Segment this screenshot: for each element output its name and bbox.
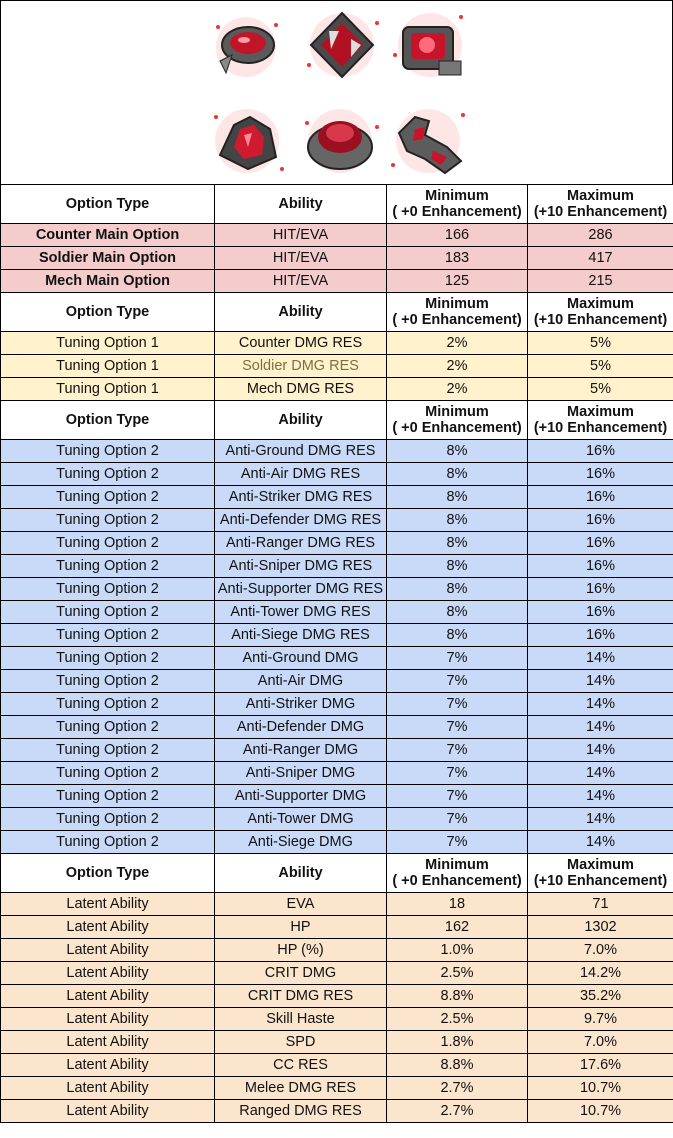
cell-min: 2.5% — [387, 1008, 528, 1031]
header-row — [1, 401, 673, 440]
cell-min: 8% — [387, 555, 528, 578]
header-minimum-line1: Minimum — [425, 857, 489, 873]
cell-ability: Anti-Ranger DMG — [215, 739, 387, 762]
cell-ability: Anti-Tower DMG — [215, 808, 387, 831]
red-gauntlet-gear-icon — [385, 99, 471, 179]
cell-type: Tuning Option 2 — [1, 716, 215, 739]
table-row — [1, 247, 673, 270]
cell-ability: Anti-Ground DMG — [215, 647, 387, 670]
cell-max: 7.0% — [528, 1031, 673, 1054]
cell-min: 8% — [387, 601, 528, 624]
cell-type: Tuning Option 2 — [1, 808, 215, 831]
table-row — [1, 962, 673, 985]
cell-ability: Anti-Ranger DMG RES — [215, 532, 387, 555]
cell-max: 35.2% — [528, 985, 673, 1008]
cell-type: Latent Ability — [1, 985, 215, 1008]
red-dome-gear-icon — [297, 99, 383, 179]
cell-ability: Anti-Defender DMG RES — [215, 509, 387, 532]
cell-type: Latent Ability — [1, 1100, 215, 1123]
table-row — [1, 555, 673, 578]
table-row — [1, 1008, 673, 1031]
cell-ability: CRIT DMG — [215, 962, 387, 985]
cell-ability: Anti-Striker DMG — [215, 693, 387, 716]
cell-type: Tuning Option 2 — [1, 831, 215, 854]
cell-ability: CC RES — [215, 1054, 387, 1077]
red-ring-gear-icon — [206, 5, 292, 85]
cell-min: 7% — [387, 785, 528, 808]
cell-type: Tuning Option 2 — [1, 578, 215, 601]
cell-min: 2.5% — [387, 962, 528, 985]
cell-type: Counter Main Option — [1, 224, 215, 247]
cell-type: Tuning Option 2 — [1, 785, 215, 808]
cell-max: 10.7% — [528, 1100, 673, 1123]
cell-type: Tuning Option 2 — [1, 647, 215, 670]
cell-ability: Anti-Air DMG RES — [215, 463, 387, 486]
cell-type: Tuning Option 2 — [1, 739, 215, 762]
cell-min: 7% — [387, 762, 528, 785]
cell-ability: Anti-Defender DMG — [215, 716, 387, 739]
header-maximum-line1: Maximum — [567, 296, 634, 312]
header-option-type: Option Type — [1, 401, 215, 440]
cell-max: 14% — [528, 716, 673, 739]
cell-min: 2.7% — [387, 1077, 528, 1100]
header-maximum-line2: (+10 Enhancement) — [533, 204, 668, 220]
cell-type: Tuning Option 1 — [1, 332, 215, 355]
header-maximum — [528, 293, 673, 332]
cell-max: 16% — [528, 486, 673, 509]
cell-max: 16% — [528, 555, 673, 578]
header-option-type: Option Type — [1, 854, 215, 893]
cell-min: 7% — [387, 831, 528, 854]
header-maximum-line1: Maximum — [567, 404, 634, 420]
cell-min: 18 — [387, 893, 528, 916]
cell-max: 1302 — [528, 916, 673, 939]
cell-ability: Anti-Air DMG — [215, 670, 387, 693]
cell-type: Latent Ability — [1, 939, 215, 962]
cell-type: Tuning Option 2 — [1, 624, 215, 647]
header-maximum-line1: Maximum — [567, 188, 634, 204]
cell-max: 14.2% — [528, 962, 673, 985]
cell-max: 14% — [528, 647, 673, 670]
cell-max: 417 — [528, 247, 673, 270]
cell-type: Latent Ability — [1, 916, 215, 939]
cell-ability: Skill Haste — [215, 1008, 387, 1031]
header-row — [1, 854, 673, 893]
cell-min: 183 — [387, 247, 528, 270]
red-diamond-gear-icon — [299, 5, 385, 85]
cell-min: 162 — [387, 916, 528, 939]
cell-max: 16% — [528, 532, 673, 555]
cell-type: Soldier Main Option — [1, 247, 215, 270]
cell-min: 8% — [387, 578, 528, 601]
cell-max: 14% — [528, 785, 673, 808]
red-shard-gear-icon — [204, 99, 290, 179]
cell-ability: HIT/EVA — [215, 270, 387, 293]
cell-min: 7% — [387, 808, 528, 831]
cell-ability: Anti-Supporter DMG RES — [215, 578, 387, 601]
table-row — [1, 486, 673, 509]
header-minimum-line2: ( +0 Enhancement) — [392, 873, 522, 889]
cell-max: 14% — [528, 831, 673, 854]
cell-max: 5% — [528, 355, 673, 378]
cell-max: 16% — [528, 463, 673, 486]
header-maximum-line2: (+10 Enhancement) — [533, 420, 668, 436]
header-minimum — [387, 293, 528, 332]
header-minimum-line1: Minimum — [425, 296, 489, 312]
option-table — [0, 184, 673, 1123]
cell-max: 5% — [528, 378, 673, 401]
cell-type: Tuning Option 2 — [1, 532, 215, 555]
cell-min: 2.7% — [387, 1100, 528, 1123]
table-row — [1, 716, 673, 739]
cell-type: Tuning Option 1 — [1, 355, 215, 378]
table-row — [1, 578, 673, 601]
cell-ability: Mech DMG RES — [215, 378, 387, 401]
cell-max: 10.7% — [528, 1077, 673, 1100]
table-row — [1, 762, 673, 785]
cell-type: Tuning Option 2 — [1, 555, 215, 578]
table-row — [1, 985, 673, 1008]
table-row — [1, 440, 673, 463]
cell-type: Tuning Option 2 — [1, 509, 215, 532]
cell-ability: Anti-Siege DMG RES — [215, 624, 387, 647]
cell-max: 16% — [528, 578, 673, 601]
cell-type: Mech Main Option — [1, 270, 215, 293]
cell-ability: Anti-Supporter DMG — [215, 785, 387, 808]
cell-max: 16% — [528, 440, 673, 463]
red-cube-gear-icon — [387, 5, 473, 85]
cell-type: Tuning Option 2 — [1, 670, 215, 693]
cell-min: 166 — [387, 224, 528, 247]
cell-max: 71 — [528, 893, 673, 916]
cell-type: Latent Ability — [1, 893, 215, 916]
header-ability: Ability — [215, 854, 387, 893]
cell-max: 16% — [528, 624, 673, 647]
header-minimum-line1: Minimum — [425, 404, 489, 420]
header-option-type: Option Type — [1, 293, 215, 332]
header-minimum — [387, 854, 528, 893]
header-ability: Ability — [215, 185, 387, 224]
cell-type: Latent Ability — [1, 1008, 215, 1031]
cell-type: Tuning Option 2 — [1, 486, 215, 509]
header-row — [1, 185, 673, 224]
cell-ability: Anti-Siege DMG — [215, 831, 387, 854]
cell-ability: Anti-Ground DMG RES — [215, 440, 387, 463]
cell-min: 8% — [387, 486, 528, 509]
header-row — [1, 293, 673, 332]
table-row — [1, 463, 673, 486]
table-row — [1, 647, 673, 670]
cell-max: 286 — [528, 224, 673, 247]
header-ability: Ability — [215, 293, 387, 332]
table-row — [1, 1054, 673, 1077]
table-row — [1, 1031, 673, 1054]
cell-ability: Anti-Striker DMG RES — [215, 486, 387, 509]
header-minimum — [387, 185, 528, 224]
table-row — [1, 624, 673, 647]
cell-max: 14% — [528, 808, 673, 831]
cell-max: 17.6% — [528, 1054, 673, 1077]
header-maximum-line2: (+10 Enhancement) — [533, 873, 668, 889]
cell-type: Latent Ability — [1, 1077, 215, 1100]
cell-max: 5% — [528, 332, 673, 355]
cell-ability: HIT/EVA — [215, 247, 387, 270]
cell-min: 8% — [387, 463, 528, 486]
cell-ability: SPD — [215, 1031, 387, 1054]
cell-min: 8.8% — [387, 985, 528, 1008]
cell-type: Tuning Option 2 — [1, 463, 215, 486]
table-row — [1, 532, 673, 555]
cell-min: 1.0% — [387, 939, 528, 962]
cell-max: 14% — [528, 739, 673, 762]
cell-min: 7% — [387, 670, 528, 693]
header-maximum-line2: (+10 Enhancement) — [533, 312, 668, 328]
cell-max: 16% — [528, 509, 673, 532]
cell-ability: Counter DMG RES — [215, 332, 387, 355]
table-row — [1, 332, 673, 355]
cell-max: 14% — [528, 670, 673, 693]
cell-type: Tuning Option 2 — [1, 601, 215, 624]
table-row — [1, 785, 673, 808]
cell-min: 7% — [387, 647, 528, 670]
cell-min: 8.8% — [387, 1054, 528, 1077]
cell-ability: HIT/EVA — [215, 224, 387, 247]
cell-type: Latent Ability — [1, 1031, 215, 1054]
header-maximum — [528, 854, 673, 893]
cell-ability: Anti-Tower DMG RES — [215, 601, 387, 624]
table-row — [1, 509, 673, 532]
header-ability: Ability — [215, 401, 387, 440]
option-table-body — [1, 185, 673, 1123]
cell-min: 7% — [387, 716, 528, 739]
cell-max: 7.0% — [528, 939, 673, 962]
table-row — [1, 916, 673, 939]
table-row — [1, 670, 673, 693]
cell-max: 14% — [528, 693, 673, 716]
cell-ability: Melee DMG RES — [215, 1077, 387, 1100]
cell-max: 16% — [528, 601, 673, 624]
table-row — [1, 1077, 673, 1100]
header-minimum-line1: Minimum — [425, 188, 489, 204]
cell-max: 14% — [528, 762, 673, 785]
gear-image-panel — [0, 0, 673, 184]
table-row — [1, 739, 673, 762]
cell-type: Latent Ability — [1, 962, 215, 985]
table-row — [1, 224, 673, 247]
cell-type: Tuning Option 2 — [1, 762, 215, 785]
cell-min: 8% — [387, 509, 528, 532]
header-maximum-line1: Maximum — [567, 857, 634, 873]
table-row — [1, 270, 673, 293]
header-option-type: Option Type — [1, 185, 215, 224]
table-row — [1, 1100, 673, 1123]
table-row — [1, 893, 673, 916]
cell-min: 2% — [387, 378, 528, 401]
table-row — [1, 378, 673, 401]
cell-ability: Ranged DMG RES — [215, 1100, 387, 1123]
cell-min: 2% — [387, 332, 528, 355]
cell-min: 125 — [387, 270, 528, 293]
header-maximum — [528, 401, 673, 440]
header-maximum — [528, 185, 673, 224]
table-row — [1, 693, 673, 716]
cell-type: Tuning Option 2 — [1, 693, 215, 716]
cell-min: 8% — [387, 624, 528, 647]
cell-min: 8% — [387, 532, 528, 555]
cell-min: 1.8% — [387, 1031, 528, 1054]
cell-ability: Anti-Sniper DMG RES — [215, 555, 387, 578]
cell-ability: Soldier DMG RES — [215, 355, 387, 378]
header-minimum — [387, 401, 528, 440]
table-row — [1, 355, 673, 378]
table-row — [1, 939, 673, 962]
cell-type: Tuning Option 1 — [1, 378, 215, 401]
cell-ability: EVA — [215, 893, 387, 916]
cell-min: 7% — [387, 693, 528, 716]
cell-ability: Anti-Sniper DMG — [215, 762, 387, 785]
header-minimum-line2: ( +0 Enhancement) — [392, 204, 522, 220]
cell-min: 8% — [387, 440, 528, 463]
cell-type: Tuning Option 2 — [1, 440, 215, 463]
cell-ability: HP — [215, 916, 387, 939]
cell-type: Latent Ability — [1, 1054, 215, 1077]
cell-ability: HP (%) — [215, 939, 387, 962]
table-row — [1, 601, 673, 624]
cell-min: 2% — [387, 355, 528, 378]
table-row — [1, 831, 673, 854]
cell-max: 9.7% — [528, 1008, 673, 1031]
header-minimum-line2: ( +0 Enhancement) — [392, 420, 522, 436]
cell-max: 215 — [528, 270, 673, 293]
cell-ability: CRIT DMG RES — [215, 985, 387, 1008]
header-minimum-line2: ( +0 Enhancement) — [392, 312, 522, 328]
cell-min: 7% — [387, 739, 528, 762]
table-row — [1, 808, 673, 831]
